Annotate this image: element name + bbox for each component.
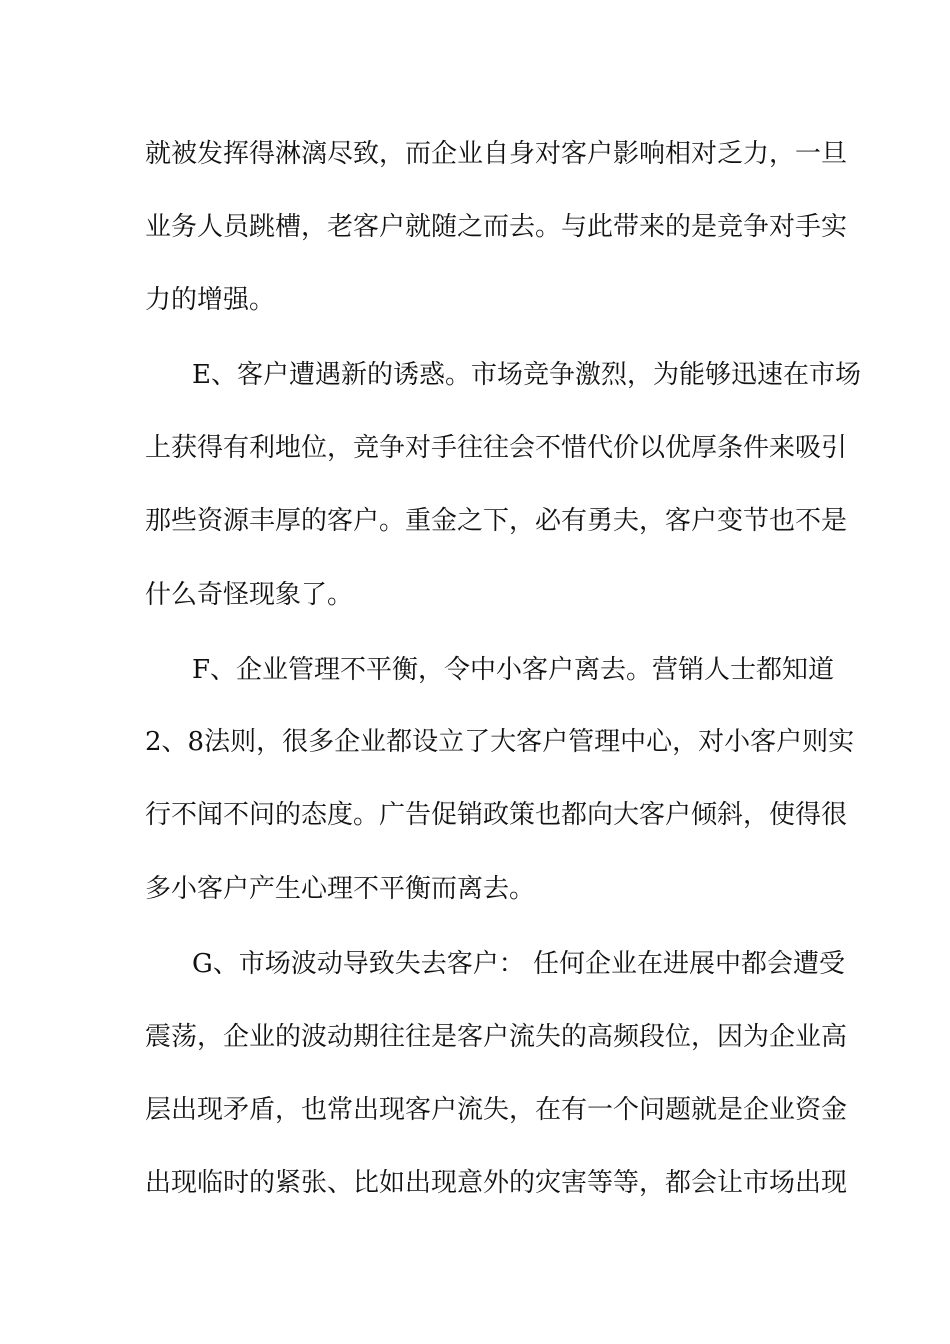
- text-line: 上获得有利地位，竞争对手往往会不惜代价以优厚条件来吸引: [145, 433, 848, 463]
- text-line: 就被发挥得淋漓尽致，而企业自身对客户影响相对乏力，一旦: [145, 139, 848, 169]
- text-line: 出现临时的紧张、比如出现意外的灾害等等，都会让市场出现: [145, 1168, 848, 1198]
- text-line: 2、8法则，很多企业都设立了大客户管理中心，对小客户则实: [145, 727, 855, 757]
- text-line: 那些资源丰厚的客户。重金之下，必有勇夫，客户变节也不是: [145, 506, 848, 536]
- paragraph-e-first-line: E、客户遭遇新的诱惑。市场竞争激烈，为能够迅速在市场: [192, 360, 861, 390]
- text-line: 层出现矛盾，也常出现客户流失，在有一个问题就是企业资金: [145, 1095, 848, 1125]
- text-line: 震荡，企业的波动期往往是客户流失的高频段位，因为企业高: [145, 1022, 848, 1052]
- text-line: 什么奇怪现象了。: [145, 580, 354, 610]
- paragraph-f-first-line: F、企业管理不平衡，令中小客户离去。营销人士都知道: [192, 655, 835, 685]
- text-line: 业务人员跳槽，老客户就随之而去。与此带来的是竞争对手实: [145, 212, 848, 242]
- text-line: 行不闻不问的态度。广告促销政策也都向大客户倾斜，使得很: [145, 800, 848, 830]
- text-line: 力的增强。: [145, 285, 276, 315]
- paragraph-g-first-line: G、市场波动导致失去客户： 任何企业在进展中都会遭受: [192, 949, 846, 979]
- text-line: 多小客户产生心理不平衡而离去。: [145, 874, 536, 904]
